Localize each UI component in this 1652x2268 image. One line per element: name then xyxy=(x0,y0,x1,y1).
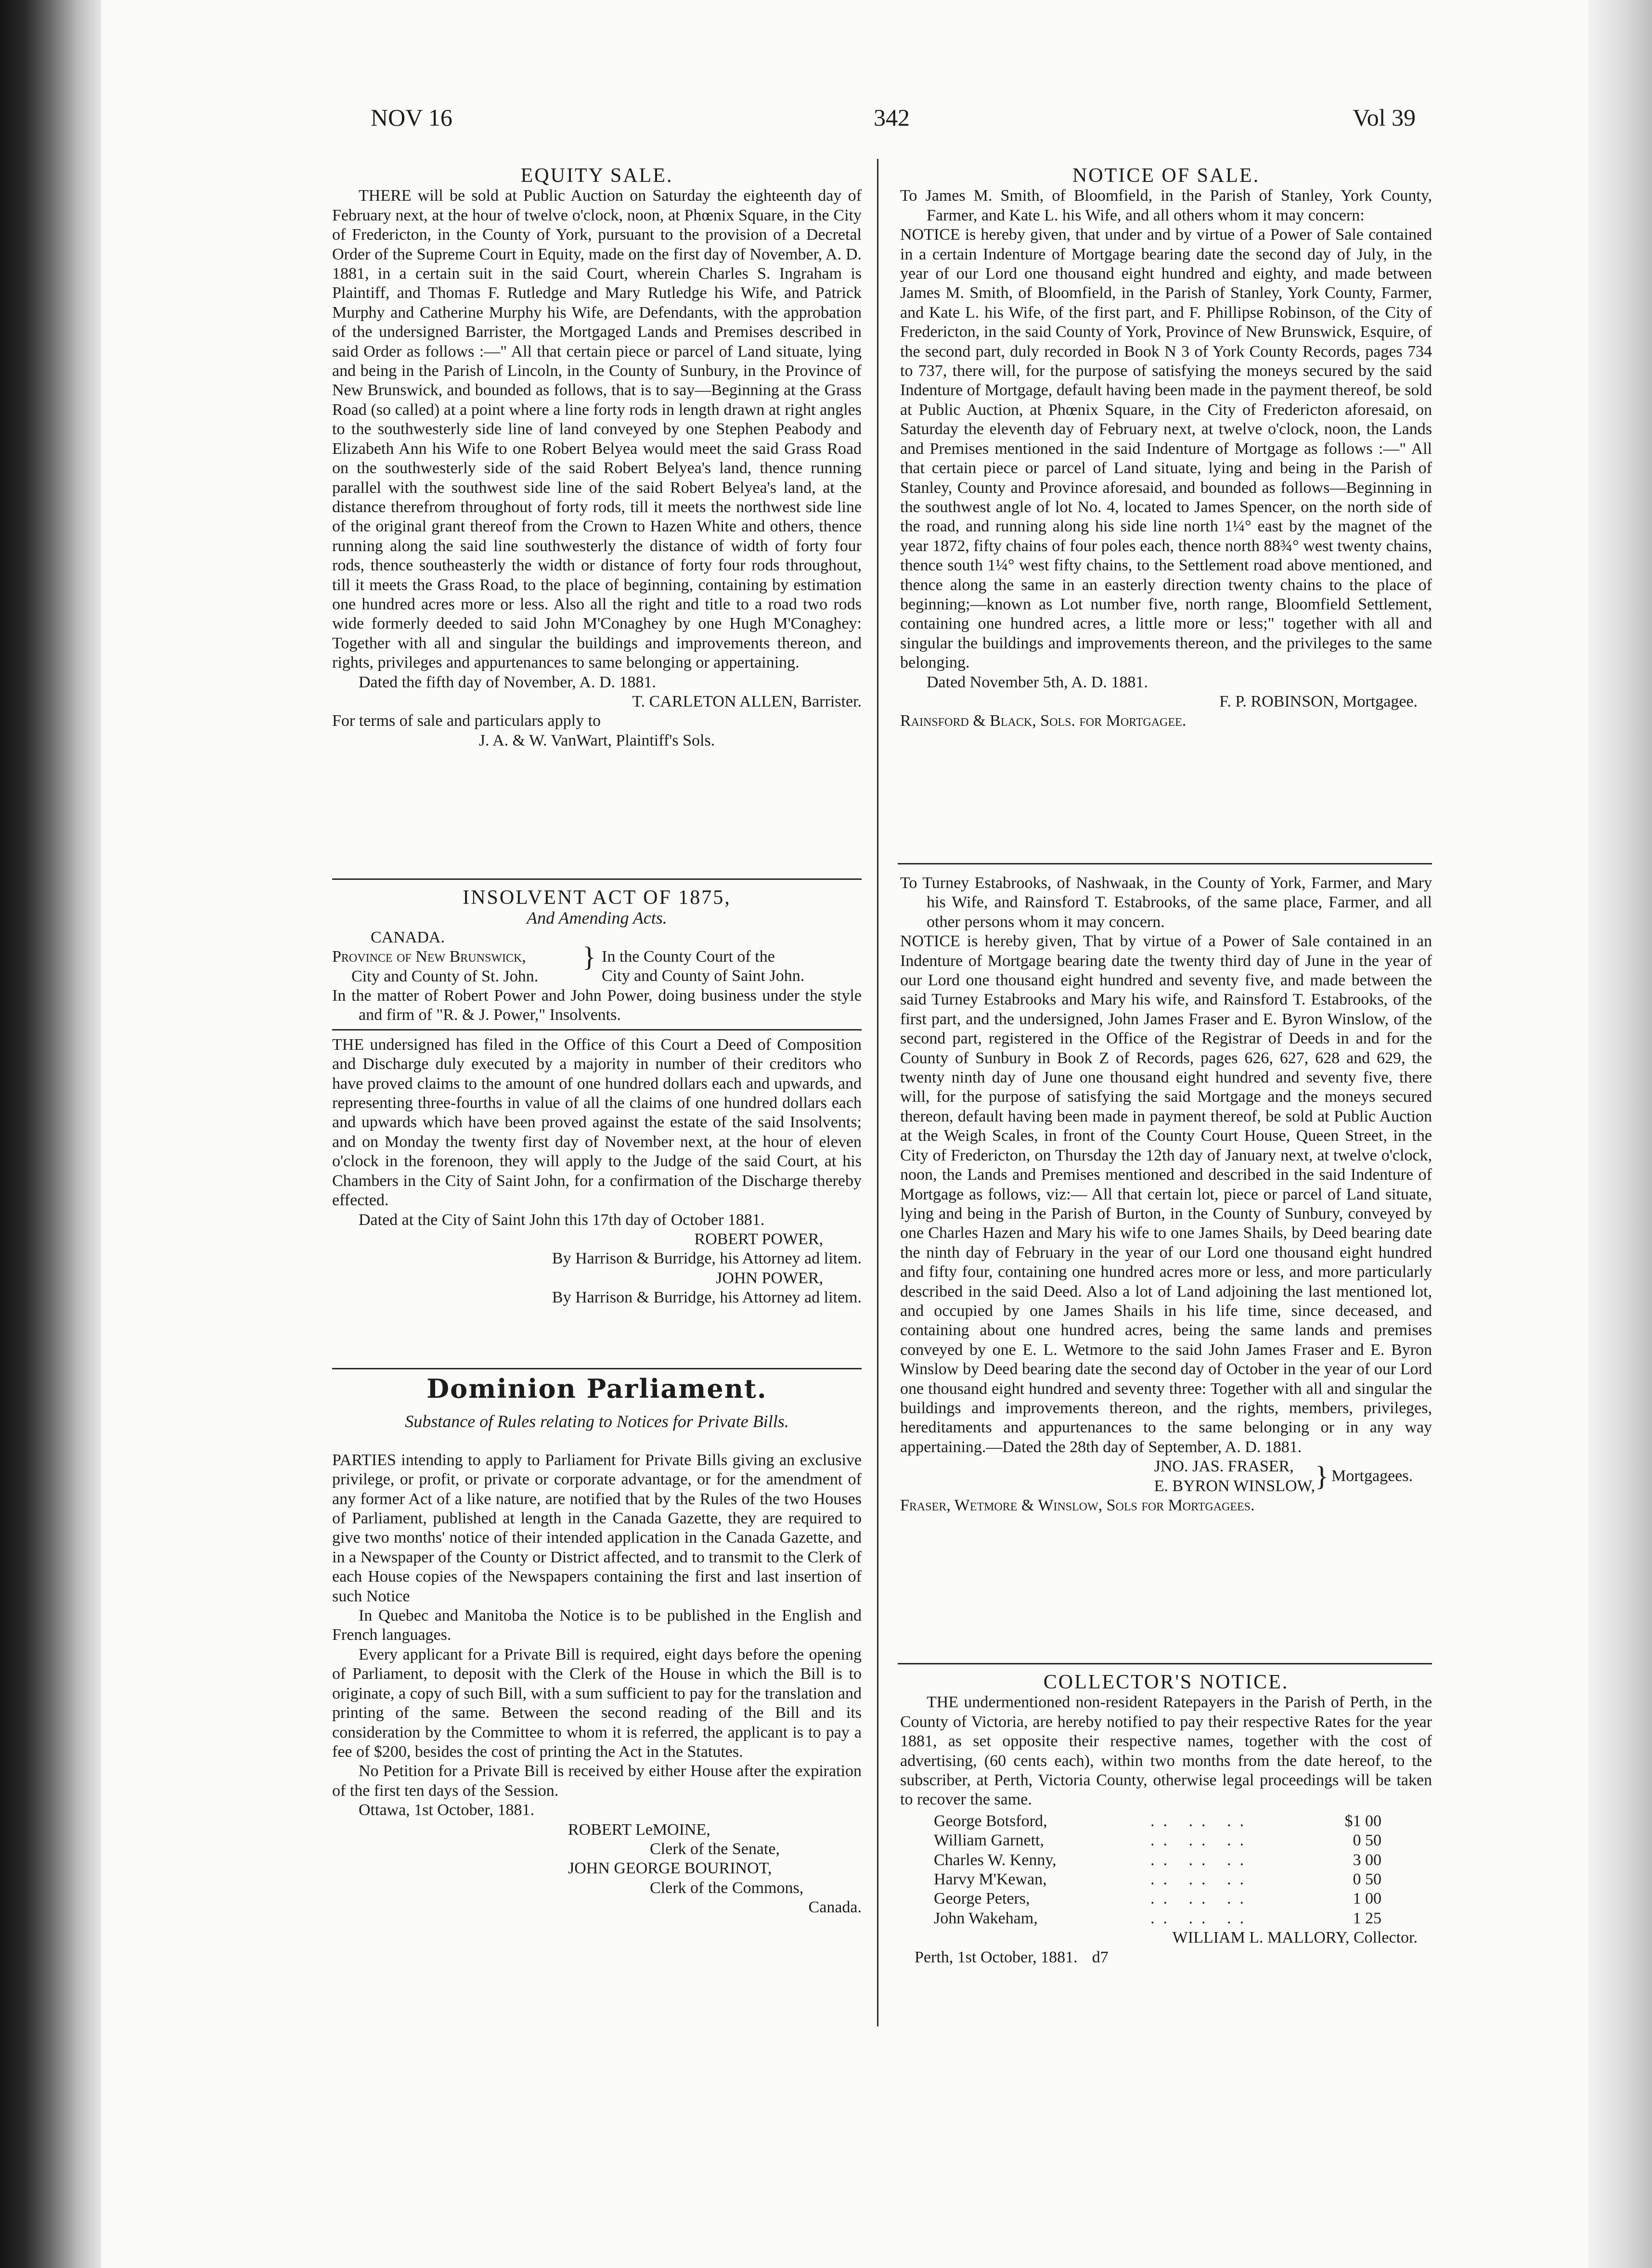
gazette-page xyxy=(101,0,1588,2268)
turney-signer-1: JNO. JAS. FRASER, xyxy=(1154,1457,1294,1476)
divider-rule xyxy=(332,878,862,880)
dominion-signer-2-role: Clerk of the Commons, xyxy=(650,1879,804,1897)
dominion-signer-1: ROBERT LeMOINE, xyxy=(568,1820,710,1839)
collector-dated-line xyxy=(900,1948,1432,1967)
column-divider xyxy=(877,159,878,2026)
ratepayer-name: George Peters, xyxy=(934,1890,1030,1908)
notice-sale-signer: F. P. ROBINSON, Mortgagee. xyxy=(1219,692,1418,710)
insolvent-subtitle: And Amending Acts. xyxy=(527,908,667,928)
notice-sale-dated: Dated November 5th, A. D. 1881. xyxy=(927,673,1148,691)
rate-amount: 1 00 xyxy=(1353,1890,1381,1908)
ratepayer-name: William Garnett, xyxy=(934,1831,1045,1850)
header-page-number: 342 xyxy=(874,104,910,131)
ratepayer-name: Charles W. Kenny, xyxy=(934,1851,1057,1869)
header-volume: Vol 39 xyxy=(1353,104,1416,131)
notice-sale-title: NOTICE OF SALE. xyxy=(1072,165,1260,187)
rate-amount: 0 50 xyxy=(1353,1831,1381,1850)
ratepayer-name: John Wakeham, xyxy=(934,1909,1038,1927)
insolvent-title: INSOLVENT ACT OF 1875, xyxy=(463,887,731,909)
notice-sale-body: NOTICE is hereby given, that under and by virtue of a Power of Sale contained in a certain Indenture of Mortgage bearing date the second day of July, in the year of our Lord one thousand eight hundred and eighty, and made between James M. Smith, of Bloomfield, in the Parish of Stanley, York County, Farmer, and Kate L. his Wife, of the first part, and F. Phillipse Robinson, of the City of Fredericton, in the said County of York, Province of New Brunswick, Esquire, of the second part, duly recorded in Book N 3 of York County Records, pages 734 to 737, there will, for the purpose of satisfying the moneys secured by the said Indenture of Mortgage, default having been made in the payment thereof, be sold at Public Auction, at Phœnix Square, in the City of Fredericton aforesaid, on Saturday the eleventh day of February next, at twelve o'clock, noon, the Lands and Premises mentioned in the said Indenture of Mortgage as follows :—" All that certain piece or parcel of Land situate, lying and being in the Parish of Stanley, County and Province aforesaid, and bounded as follows—Beginning in the southwest angle of lot No. 4, located to James Spencer, on the north side of the road, and running along his side line north 1¼° east by the magnet of the year 1872, fifty chains of four poles each, thence north 88¾° west twenty chains, thence south 1¼° west fifty chains, to the Settlement road above mentioned, and thence along the same in an easterly direction twenty chains to the place of beginning;—known as Lot number five, north range, Bloomfield Settlement, containing one hundred acres, a little more or less;" together with all and singular the buildings and improvements thereon, and the privileges to the same belonging. xyxy=(900,226,1432,672)
rate-row xyxy=(934,1909,1432,1928)
brace-mark: } xyxy=(1315,1460,1329,1492)
ratepayer-name: Harvy M'Kewan, xyxy=(934,1870,1047,1889)
equity-sale-dated: Dated the fifth day of November, A. D. 1881. xyxy=(359,673,657,691)
turney-solicitors: Fraser, Wetmore & Winslow, Sols for Mortgagees. xyxy=(900,1496,1255,1514)
insolvent-country: CANADA. xyxy=(371,928,445,946)
equity-sale-solicitors: J. A. & W. VanWart, Plaintiff's Sols. xyxy=(478,731,715,749)
notice-of-sale xyxy=(900,166,1432,731)
leader-dots: .. .. .. xyxy=(1150,1890,1252,1908)
rate-amount: 1 25 xyxy=(1353,1909,1381,1927)
page-fore-edge xyxy=(1588,0,1652,2268)
rate-row xyxy=(934,1870,1432,1889)
collector-signer: WILLIAM L. MALLORY, Collector. xyxy=(1172,1929,1418,1947)
insolvent-court-line-2: City and County of Saint John. xyxy=(602,967,805,985)
insolvent-by-2: By Harrison & Burridge, his Attorney ad litem. xyxy=(552,1289,862,1307)
dominion-signer-2: JOHN GEORGE BOURINOT, xyxy=(568,1859,772,1878)
dominion-title: Dominion Parliament. xyxy=(426,1373,767,1404)
turney-address: To Turney Estabrooks, of Nashwaak, in the County of York, Farmer, and Mary his Wife, and Rainsford T. Estabrooks, of the same place, Farmer, and all other persons whom it may concern. xyxy=(900,874,1432,931)
divider-rule xyxy=(898,863,1432,864)
rate-amount: $1 00 xyxy=(1344,1812,1381,1830)
brace-mark: } xyxy=(582,941,596,972)
dominion-para-2: In Quebec and Manitoba the Notice is to be published in the English and French languages. xyxy=(332,1607,862,1644)
turney-signatures xyxy=(900,1457,1432,1496)
dominion-subtitle: Substance of Rules relating to Notices for Private Bills. xyxy=(405,1412,789,1431)
equity-sale-body: THERE will be sold at Public Auction on Saturday the eighteenth day of February next, at the hour of twelve o'clock, noon, at Phœnix Square, in the City of Fredericton, in the County of York, pursuant to the provision of a Decretal Order of the Supreme Court in Equity, made on the first day of November, A. D. 1881, in a certain suit in the said Court, wherein Charles S. Ingraham is Plaintiff, and Thomas F. Rutledge and Mary Rutledge his Wife, and Patrick Murphy and Catherine Murphy his Wife, are Defendants, with the approbation of the undersigned Barrister, the Mortgaged Lands and Premises described in said Order as follows :—" All that certain piece or parcel of Land situate, lying and being in the Parish of Lincoln, in the County of Sunbury, in the Province of New Brunswick, and bounded as follows, that is to say—Beginning at the Grass Road (so called) at a point where a line forty rods in length drawn at right angles to the southwesterly side line of land conveyed by one Stephen Peabody and Elizabeth Ann his Wife to one Robert Belyea would meet the said Grass Road on the southwesterly side of the said Robert Belyea's land, thence running parallel with the southwest side line of the said Robert Belyea's land, at the distance therefrom throughout of forty rods, till it meets the northwest side line of the original grant thereof from the Crown to Hazen White and others, thence running along the said line southwesterly the distance of width of forty four rods, thence southeasterly the width or distance of forty four rods throughout, till it meets the Grass Road, to the place of beginning, containing by estimation one hundred acres more or less. Also all the right and title to a road two rods wide formerly deeded to said John M'Conaghey by one Hugh M'Conaghey: Together with all and singular the buildings and improvements thereon, and rights, privileges and appurtenances to same belonging or appertaining. xyxy=(332,187,862,672)
dominion-signer-1-role: Clerk of the Senate, xyxy=(650,1840,780,1858)
insolvent-name-1: ROBERT POWER, xyxy=(694,1230,823,1248)
equity-sale-terms: For terms of sale and particulars apply to xyxy=(332,712,601,730)
insolvent-act-notice xyxy=(332,888,862,1308)
equity-sale-signer: T. CARLETON ALLEN, Barrister. xyxy=(632,692,862,710)
rate-row xyxy=(934,1812,1432,1831)
estabrooks-mortgage-notice xyxy=(900,874,1432,1515)
insolvent-court-line-1: In the County Court of the xyxy=(602,947,775,966)
insolvent-dated: Dated at the City of Saint John this 17th day of October 1881. xyxy=(359,1211,765,1229)
dominion-para-1: PARTIES intending to apply to Parliament for Private Bills giving an exclusive privilege, or profit, or private or corporate advantage, or for the amendment of any former Act of a like nature, are notified that by the Rules of the two Houses of Parliament, published at length in the Canada Gazette, they are required to give two months' notice of their intended application in the Canada Gazette, and in a Newspaper of the County or District affected, and to transmit to the Clerk of each House copies of the Newspapers containing the first and last insertion of such Notice xyxy=(332,1451,862,1605)
divider-rule xyxy=(332,1029,862,1031)
turney-role: Mortgagees. xyxy=(1331,1467,1413,1485)
rates-list xyxy=(900,1812,1432,1928)
divider-rule xyxy=(332,1368,862,1369)
rate-row xyxy=(934,1889,1432,1908)
leader-dots: .. .. .. xyxy=(1150,1909,1252,1927)
dominion-parliament-notice xyxy=(332,1373,862,1918)
leader-dots: .. .. .. xyxy=(1150,1851,1252,1869)
collector-body: THE undermentioned non-resident Ratepayers in the Parish of Perth, in the County of Victoria, are hereby notified to pay their respective Rates for the year 1881, as set opposite their respective names, together with the cost of advertising, (60 cents each), within two months from the date hereof, to the subscriber, at Perth, Victoria County, otherwise legal proceedings will be taken to recover the same. xyxy=(900,1693,1432,1809)
dominion-dated: Ottawa, 1st October, 1881. xyxy=(359,1801,535,1819)
book-binding-gutter xyxy=(0,0,101,2268)
rate-row xyxy=(934,1831,1432,1850)
collector-dated: Perth, 1st October, 1881. xyxy=(915,1948,1078,1966)
equity-sale-title: EQUITY SALE. xyxy=(520,165,673,187)
collector-title: COLLECTOR'S NOTICE. xyxy=(1043,1671,1289,1693)
dominion-para-3: Every applicant for a Private Bill is required, eight days before the opening of Parliament, to deposit with the Clerk of the House in which the Bill is to originate, a copy of such Bill, with a sum sufficient to pay for the translation and printing of the same. Between the second reading of the Bill and its consideration by the Committee to whom it is referred, the applicant is to pay a fee of $200, besides the cost of printing the Act in the Statutes. xyxy=(332,1645,862,1761)
notice-sale-solicitors: Rainsford & Black, Sols. for Mortgagee. xyxy=(900,712,1187,730)
rate-amount: 0 50 xyxy=(1353,1870,1381,1889)
leader-dots: .. .. .. xyxy=(1150,1870,1252,1889)
rate-amount: 3 00 xyxy=(1353,1851,1381,1869)
turney-signer-2: E. BYRON WINSLOW, xyxy=(1154,1477,1315,1495)
header-date: NOV 16 xyxy=(371,104,452,131)
insolvent-matter: In the matter of Robert Power and John Power, doing business under the style and firm of "R. & J. Power," Insolvents. xyxy=(332,987,862,1024)
rate-row xyxy=(934,1851,1432,1870)
insolvent-city: City and County of St. John. xyxy=(351,967,539,985)
turney-body: NOTICE is hereby given, That by virtue of a Power of Sale contained in an Indenture of Mortgage bearing date the twenty third day of June in the year of our Lord one thousand eight hundred and seventy five, and made between the said Turney Estabrooks and Mary his wife, and Rainsford T. Estabrooks, of the first part, and the undersigned, John James Fraser and E. Byron Winslow, of the second part, registered in the Office of the Registrar of Deeds in and for the County of Sunbury in Book Z of Records, pages 626, 627, 628 and 629, the twenty ninth day of June one thousand eight hundred and seventy five, there will, for the purpose of satisfying the said Mortgage and the moneys secured thereon, default having been made in payment thereof, be sold at Public Auction at the Weigh Scales, in front of the County Court House, Queen Street, in the City of Fredericton, on Thursday the 12th day of January next, at twelve o'clock, noon, the Lands and Premises mentioned and described in the said Indenture of Mortgage as follows, viz:— All that certain lot, piece or parcel of Land situate, lying and being in the Parish of Burton, in the County of Sunbury, conveyed by one Charles Hazen and Mary his wife to one James Shails, by Deed bearing date the ninth day of February in the year of our Lord one thousand eight hundred and fifty four, containing one hundred acres more or less, and more particularly described in the said Deed. Also a lot of Land adjoining the last mentioned lot, and occupied by one James Shails in his life time, since deceased, and containing about one hundred acres, being the same lands and premises conveyed by one E. L. Wetmore to the said John James Fraser and E. Byron Winslow by Deed bearing date the second day of October in the year of our Lord one thousand eight hundred and seventy three: Together with all and singular the buildings and improvements thereon, and the rights, members, privileges, hereditaments and appurtenances to the same belonging or in any way appertaining.—Dated the 28th day of September, A. D. 1881. xyxy=(900,932,1432,1456)
leader-dots: .. .. .. xyxy=(1150,1812,1252,1830)
divider-rule xyxy=(898,1663,1432,1664)
insolvent-name-2: JOHN POWER, xyxy=(716,1269,823,1287)
dominion-para-4: No Petition for a Private Bill is received by either House after the expiration of the first ten days of the Session. xyxy=(332,1762,862,1800)
notice-sale-address: To James M. Smith, of Bloomfield, in the Parish of Stanley, York County, Farmer, and Kate L. his Wife, and all others whom it may concern: xyxy=(900,187,1432,224)
insolvent-province: Province of New Brunswick, xyxy=(332,948,526,966)
dominion-signer-2-country: Canada. xyxy=(808,1898,862,1917)
collector-code: d7 xyxy=(1092,1948,1109,1966)
ratepayer-name: George Botsford, xyxy=(934,1812,1047,1830)
leader-dots: .. .. .. xyxy=(1150,1831,1252,1850)
insolvent-venue xyxy=(332,928,862,986)
insolvent-body: THE undersigned has filed in the Office of this Court a Deed of Composition and Discharge duly executed by a majority in number of their creditors who have proved claims to the amount of one hundred dollars each and upwards, and representing three-fourths in value of all the claims of one hundred dollars each and upwards which have been proved against the estate of the said Insolvents; and on Monday the twenty first day of November next, at the hour of eleven o'clock in the forenoon, they will apply to the Judge of the said Court, at his Chambers in the City of Saint John, for a confirmation of the Discharge thereby effected. xyxy=(332,1035,862,1210)
collectors-notice xyxy=(900,1673,1432,1967)
insolvent-by-1: By Harrison & Burridge, his Attorney ad litem. xyxy=(552,1250,862,1268)
equity-sale-notice xyxy=(332,166,862,750)
